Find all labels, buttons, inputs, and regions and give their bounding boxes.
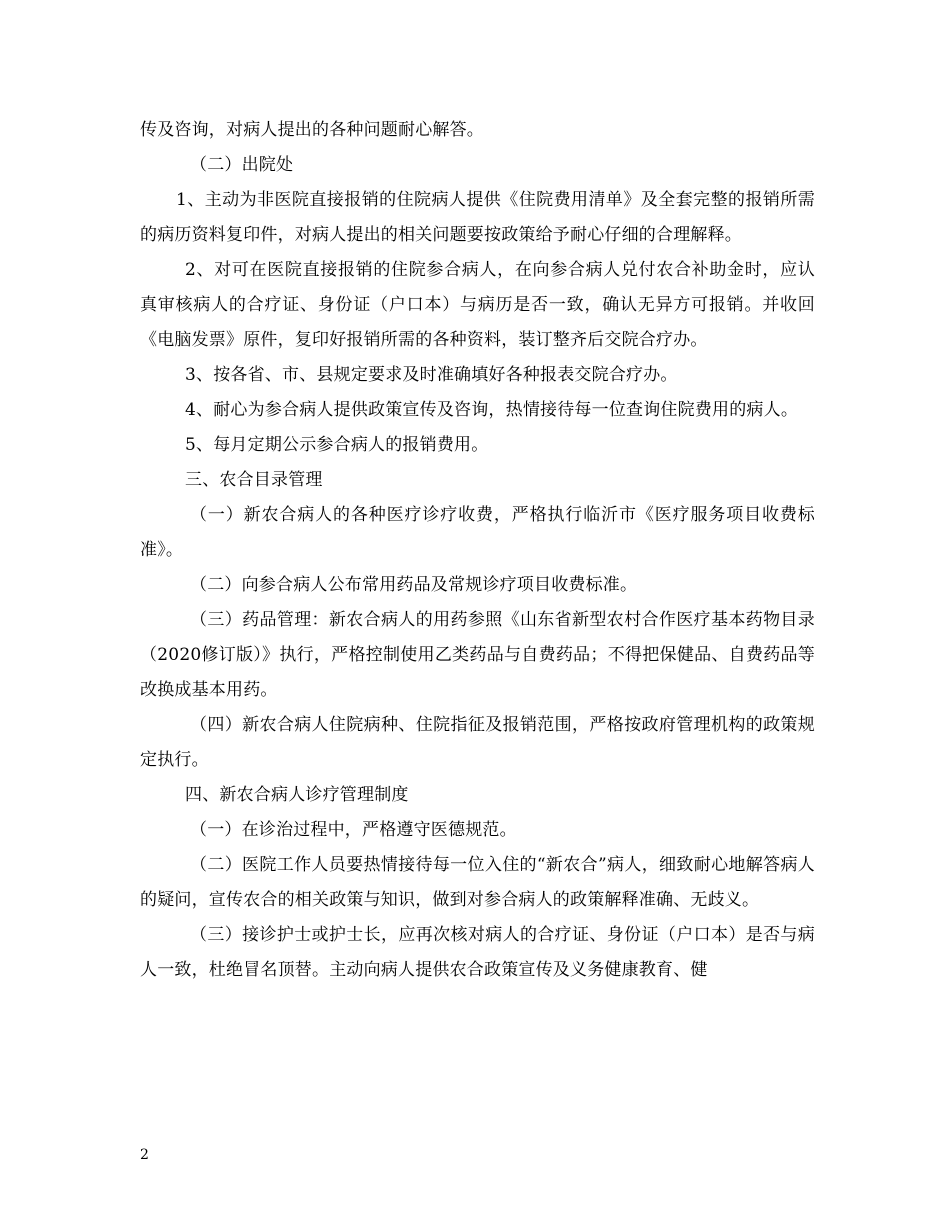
catalog-item-2: （二）向参合病人公布常用药品及常规诊疗项目收费标准。 (190, 575, 638, 595)
list-item-2: 2、对可在医院直接报销的住院参合病人，在向参合病人兑付农合补助金时，应认真审核病人的合疗证、身份证（户口本）与病历是否一致，确认无异方可报销。并收回《电脑发票》原件，复印好报销所需的各种资料，装订整齐后交院合疗办。 (140, 260, 815, 350)
catalog-item-1: （一）新农合病人的各种医疗诊疗收费，严格执行临沂市《医疗服务项目收费标准》。 (140, 505, 815, 560)
diagnosis-item-2: （二）医院工作人员要热情接待每一位入住的“新农合”病人，细致耐心地解答病人的疑问，宣传农合的相关政策与知识，做到对参合病人的政策解释准确、无歧义。 (140, 855, 815, 910)
paragraph-continuation: 传及咨询，对病人提出的各种问题耐心解答。 (140, 120, 484, 140)
section-heading-diagnosis-management: 四、新农合病人诊疗管理制度 (185, 785, 409, 805)
catalog-item-4: （四）新农合病人住院病种、住院指征及报销范围，严格按政府管理机构的政策规定执行。 (140, 715, 815, 770)
list-item-3: 3、按各省、市、县规定要求及时准确填好各种报表交院合疗办。 (185, 365, 678, 385)
diagnosis-item-3: （三）接诊护士或护士长，应再次核对病人的合疗证、身份证（户口本）是否与病人一致，杜绝冒名顶替。主动向病人提供农合政策宣传及义务健康教育、健 (140, 925, 815, 980)
list-item-4: 4、耐心为参合病人提供政策宣传及咨询，热情接待每一位查询住院费用的病人。 (185, 400, 799, 420)
page-number: 2 (140, 1147, 149, 1163)
list-item-5: 5、每月定期公示参合病人的报销费用。 (185, 435, 489, 455)
list-item-1: 1、主动为非医院直接报销的住院病人提供《住院费用清单》及全套完整的报销所需的病历资料复印件，对病人提出的相关问题要按政策给予耐心仔细的合理解释。 (140, 190, 815, 245)
catalog-item-3: （三）药品管理：新农合病人的用药参照《山东省新型农村合作医疗基本药物目录（2020修订版）》执行，严格控制使用乙类药品与自费药品；不得把保健品、自费药品等改换成基本用药。 (140, 610, 815, 700)
subheading-discharge-office: （二）出院处 (190, 155, 294, 175)
section-heading-catalog-management: 三、农合目录管理 (185, 470, 323, 490)
diagnosis-item-1: （一）在诊治过程中，严格遵守医德规范。 (190, 820, 517, 840)
document-body (140, 113, 815, 988)
